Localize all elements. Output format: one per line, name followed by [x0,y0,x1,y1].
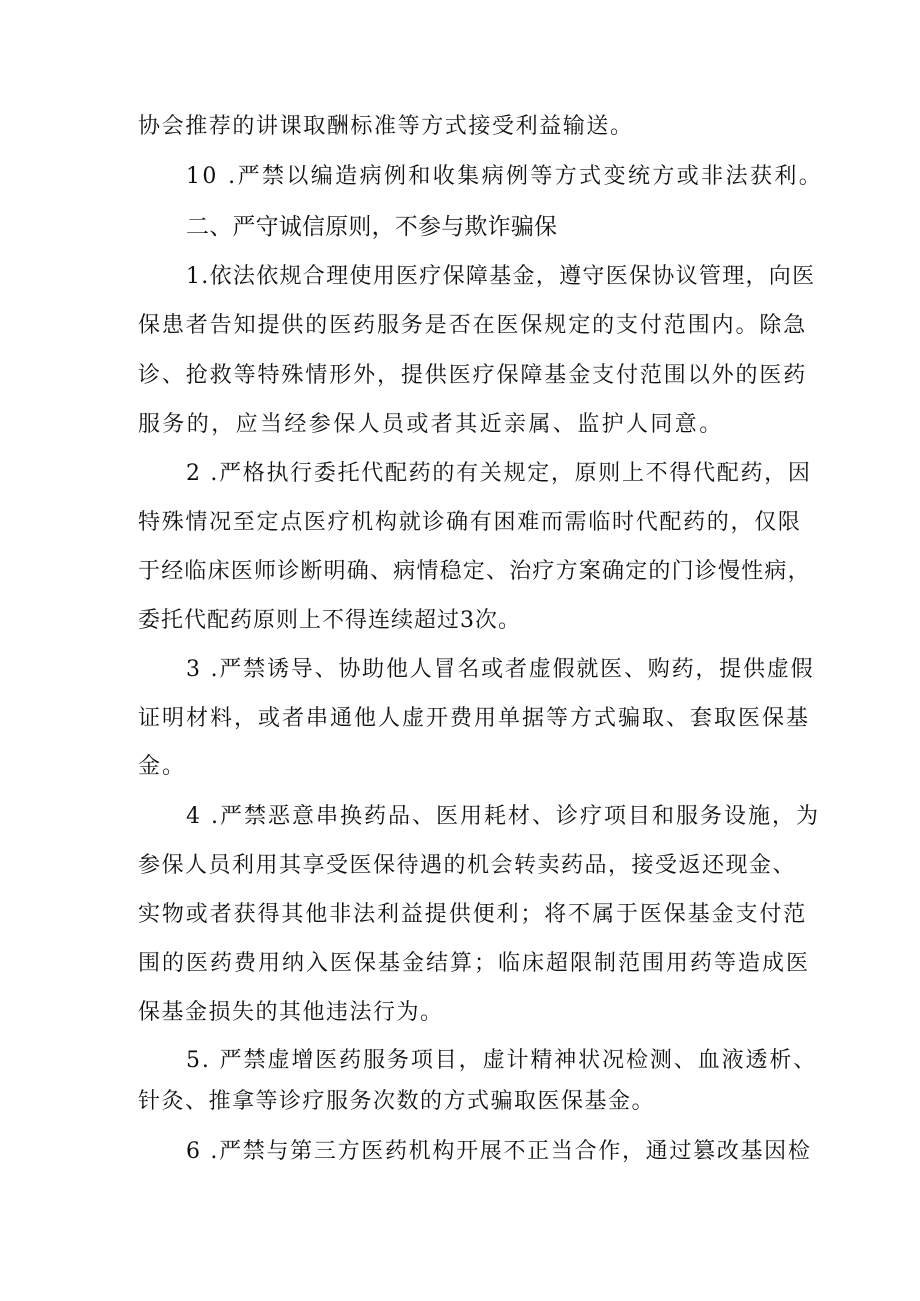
paragraph-line: 围的医药费用纳入医保基金结算；临床超限制范围用药等造成医 [138,951,811,976]
paragraph-line: 诊、抢救等特殊情形外，提供医疗保障基金支付范围以外的医药 [138,363,808,388]
section-heading: 二、严守诚信原则，不参与欺诈骗保 [186,214,558,240]
paragraph-line: 参保人员利用其享受医保待遇的机会转卖药品，接受返还现金、 [138,853,797,878]
paragraph-line: 实物或者获得其他非法利益提供便利；将不属于医保基金支付范 [138,902,808,927]
item-4-line: 4 .严禁恶意串换药品、医用耗材、诊疗项目和服务设施，为 [186,804,820,829]
paragraph-line: 金。 [138,754,187,779]
paragraph-line: 服务的，应当经参保人员或者其近亲属、监护人同意。 [138,412,724,437]
paragraph-line: 保基金损失的其他违法行为。 [138,1000,444,1025]
item-1-line: 1.依法依规合理使用医疗保障基金，遵守医保协议管理，向医 [186,264,816,289]
item-5-line: 5. 严禁虚增医药服务项目，虚计精神状况检测、血液透析、 [186,1048,818,1073]
paragraph-line: 特殊情况至定点医疗机构就诊确有困难而需临时代配药的，仅限 [138,510,802,535]
paragraph-line: 保患者告知提供的医药服务是否在医保规定的支付范围内。除急 [138,313,808,338]
paragraph-line: 针灸、推拿等诊疗服务次数的方式骗取医保基金。 [138,1089,656,1114]
paragraph-line: 协会推荐的讲课取酬标准等方式接受利益输送。 [138,114,634,139]
item-2-line: 2 .严格执行委托代配药的有关规定，原则上不得代配药，因 [186,461,812,486]
item-3-line: 3 .严禁诱导、协助他人冒名或者虚假就医、购药，提供虚假 [186,657,815,682]
paragraph-line: 委托代配药原则上不得连续超过3次。 [138,608,521,633]
item-10-line: 10 .严禁以编造病例和收集病例等方式变统方或非法获利。 [186,164,824,189]
item-6-line: 6 .严禁与第三方医药机构开展不正当合作，通过篡改基因检 [186,1139,812,1164]
paragraph-line: 证明材料，或者串通他人虚开费用单据等方式骗取、套取医保基 [138,706,811,731]
paragraph-line: 于经临床医师诊断明确、病情稳定、治疗方案确定的门诊慢性病， [138,559,811,584]
